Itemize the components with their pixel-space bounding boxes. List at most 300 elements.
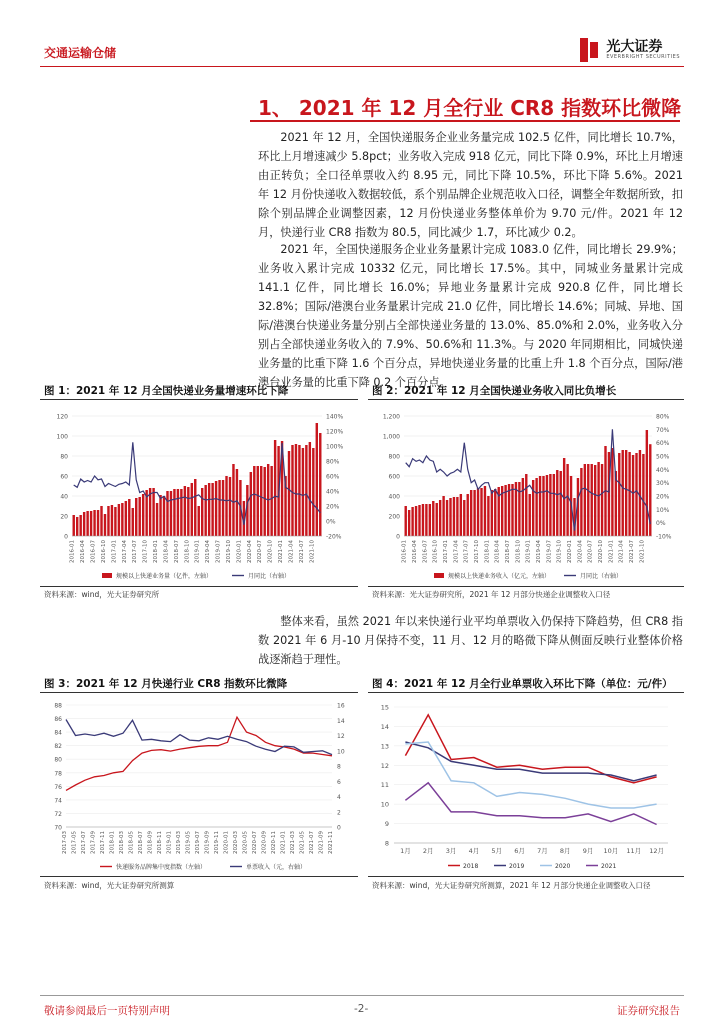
bar	[625, 450, 627, 536]
figure-1-source: 资料来源：wind，光大证券研究所	[44, 590, 160, 599]
header-section-label: 交通运输仓储	[44, 46, 117, 60]
bar	[135, 498, 137, 536]
y-left-tick: 600	[388, 473, 400, 481]
x-tick-label: 5月	[491, 847, 503, 855]
bar	[446, 500, 448, 536]
y-right-tick: 70%	[656, 426, 670, 434]
series-line	[406, 429, 651, 530]
bar	[415, 506, 417, 536]
bar	[73, 515, 75, 536]
bar	[511, 484, 513, 536]
y-right-tick: 20%	[656, 493, 670, 501]
x-tick-label: 2020-05	[242, 831, 249, 854]
legend-label: 规模以上快递业务量（亿件，左轴）	[116, 573, 213, 580]
bar	[204, 485, 206, 536]
figure-3-chart	[40, 695, 358, 875]
x-tick-label: 2020-07	[257, 540, 264, 563]
x-tick-label: 2017-03	[62, 831, 68, 854]
bar	[429, 504, 431, 536]
x-tick-label: 2017-01	[111, 540, 118, 563]
figure-2-rule	[368, 399, 684, 400]
bar	[250, 472, 252, 536]
figure-1-rule-bottom	[40, 586, 358, 587]
x-tick-label: 2021-11	[328, 831, 334, 854]
bar	[460, 494, 462, 536]
series-line-2018	[405, 715, 656, 783]
bar	[90, 511, 92, 536]
y-tick: 14	[380, 722, 389, 731]
y-left-tick: 70	[54, 824, 62, 832]
bar	[260, 466, 262, 536]
bar	[173, 489, 175, 536]
y-left-tick: 1,000	[382, 433, 400, 441]
y-left-tick: 40	[60, 493, 68, 501]
y-right-tick: 12	[337, 733, 345, 740]
y-right-tick: 100%	[326, 443, 344, 451]
y-left-tick: 76	[54, 783, 62, 791]
figure-1-chart	[40, 402, 358, 592]
bar	[480, 488, 482, 536]
y-right-tick: 8	[337, 763, 341, 771]
y-right-tick: 6	[337, 778, 341, 786]
legend-label: 规模以上快递业务收入（亿元，左轴）	[448, 573, 551, 580]
x-tick-label: 2016-10	[100, 540, 107, 563]
legend-label: 2020	[555, 863, 571, 870]
x-tick-label: 2017-04	[453, 540, 460, 563]
bar	[288, 451, 290, 536]
x-tick-label: 2020-04	[577, 540, 584, 563]
bar	[580, 468, 582, 536]
bar	[257, 466, 259, 536]
bar	[152, 488, 154, 536]
header-divider	[40, 66, 684, 67]
y-left-tick: 60	[60, 473, 68, 481]
footer-disclaimer-link[interactable]: 敬请参阅最后一页特别声明	[44, 1005, 170, 1017]
bar	[535, 478, 537, 536]
bar	[525, 474, 527, 536]
bar	[556, 470, 558, 536]
brand-logo-icon	[580, 38, 600, 62]
legend-label: 2018	[463, 863, 479, 870]
bar	[456, 497, 458, 536]
x-tick-label: 2021-09	[318, 831, 325, 854]
x-tick-label: 2020-07	[587, 540, 594, 563]
series-line-2021	[405, 783, 656, 825]
bar	[225, 476, 227, 536]
y-left-tick: 1,200	[382, 413, 400, 421]
x-tick-label: 7月	[537, 847, 548, 855]
figure-2-title: 图 2：2021 年 12 月全国快递业务收入同比负增长	[372, 385, 617, 397]
bar	[312, 448, 314, 536]
x-tick-label: 2月	[422, 847, 434, 855]
legend-label: 月同比（右轴）	[580, 573, 623, 580]
x-tick-label: 2016-07	[90, 540, 97, 563]
bar	[449, 498, 451, 536]
x-tick-label: 2017-04	[121, 540, 128, 563]
y-right-tick: 60%	[656, 440, 670, 448]
y-left-tick: 88	[54, 702, 62, 710]
bar	[442, 496, 444, 536]
bar	[83, 512, 85, 536]
bar	[539, 476, 541, 536]
figure-4-title: 图 4：2021 年 12 月全行业单票收入环比下降（单位：元/件）	[372, 678, 673, 690]
x-tick-label: 2020-01	[236, 540, 243, 563]
legend-swatch-bar	[102, 573, 112, 578]
legend-label: 2019	[509, 863, 525, 870]
x-tick-label: 2019-07	[215, 540, 222, 563]
bar	[298, 445, 300, 536]
x-tick-label: 2021-04	[618, 540, 625, 563]
x-tick-label: 2021-03	[290, 831, 296, 854]
x-tick-label: 2017-01	[443, 540, 450, 563]
y-left-tick: 0	[64, 533, 68, 541]
x-tick-label: 2020-07	[252, 831, 258, 854]
y-left-tick: 84	[54, 729, 62, 737]
y-left-tick: 400	[388, 493, 400, 501]
x-tick-label: 2018-01	[484, 540, 491, 563]
bar	[470, 490, 472, 536]
y-right-tick: -10%	[656, 533, 672, 541]
x-tick-label: 2020-10	[598, 540, 605, 563]
bar	[319, 433, 321, 536]
bar	[477, 488, 479, 536]
x-tick-label: 2017-10	[142, 540, 149, 563]
figure-4-chart	[368, 695, 684, 875]
bar	[611, 448, 613, 536]
y-right-tick: 50%	[656, 453, 670, 461]
x-tick-label: 2016-04	[412, 540, 419, 563]
figure-3-rule	[40, 692, 358, 693]
y-left-tick: 80	[54, 756, 62, 764]
x-tick-label: 2017-07	[132, 540, 139, 563]
bar	[222, 480, 224, 536]
y-tick: 10	[380, 800, 389, 809]
y-tick: 11	[380, 781, 389, 790]
x-tick-label: 11月	[626, 847, 642, 855]
y-tick: 9	[384, 820, 389, 829]
x-tick-label: 2018-11	[157, 831, 163, 854]
x-tick-label: 2019-01	[166, 831, 173, 854]
figure-4-source: 资料来源：wind，光大证券研究所测算，2021 年 12 月部分快递企业调整收入口径	[372, 881, 651, 890]
x-tick-label: 2018-04	[163, 540, 170, 563]
y-right-tick: 4	[337, 794, 341, 801]
figure-3-rule-bottom	[40, 876, 358, 877]
bar	[422, 504, 424, 536]
x-tick-label: 2020-03	[233, 831, 239, 854]
bar	[529, 494, 531, 536]
figure-1-rule	[40, 399, 358, 400]
bar	[405, 506, 407, 536]
section-title: 1、 2021 年 12 月全行业 CR8 指数环比微降	[258, 96, 682, 120]
y-left-tick: 800	[388, 453, 400, 461]
bar	[76, 517, 78, 536]
x-tick-label: 2017-07	[81, 831, 87, 854]
bar	[263, 467, 265, 536]
bar	[473, 490, 475, 536]
x-tick-label: 2021-04	[288, 540, 295, 563]
brand-name-en: EVERBRIGHT SECURITIES	[606, 54, 680, 60]
bar	[587, 464, 589, 536]
bar	[635, 453, 637, 536]
y-left-tick: 20	[60, 513, 68, 521]
figure-2-source: 资料来源：光大证券研究所，2021 年 12 月部分快递企业调整收入口径	[372, 590, 611, 599]
series-line	[74, 442, 321, 525]
x-tick-label: 2021-10	[309, 540, 316, 563]
x-tick-label: 2021-07	[629, 540, 636, 563]
bar	[125, 501, 127, 536]
bar	[522, 478, 524, 536]
y-left-tick: 0	[396, 533, 400, 541]
x-tick-label: 2020-01	[567, 540, 574, 563]
bar	[291, 445, 293, 536]
y-tick: 8	[384, 839, 389, 848]
x-tick-label: 2021-05	[299, 831, 306, 854]
y-right-tick: 0%	[656, 520, 666, 528]
bar	[232, 464, 234, 536]
bar	[166, 491, 168, 536]
bar	[201, 488, 203, 536]
bar	[546, 475, 548, 536]
y-left-tick: 120	[56, 413, 68, 421]
y-left-tick: 78	[54, 770, 62, 778]
y-right-tick: 14	[337, 717, 345, 725]
x-tick-label: 2018-07	[173, 540, 180, 563]
x-tick-label: 2018-07	[138, 831, 144, 854]
x-tick-label: 2021-01	[280, 831, 287, 854]
y-right-tick: 0	[337, 824, 341, 832]
y-right-tick: 140%	[326, 413, 344, 421]
x-tick-label: 2019-05	[185, 831, 192, 854]
x-tick-label: 2021-07	[298, 540, 305, 563]
x-tick-label: 2017-05	[71, 831, 78, 854]
bar	[159, 495, 161, 536]
x-tick-label: 3月	[445, 847, 457, 855]
paragraph-1: 2021 年 12 月，全国快递服务企业业务量完成 102.5 亿件，同比增长 10.7%，环比上月增速减少 5.8pct；业务收入完成 918 亿元，同比下降 0.9%，环比上月增速由正转负；全口径单票收入约 8.95 元，同比下降 10.5%，环比下降 5.6%。2021 年 12 月份快递收入数据较低，系个别品牌企业规范收入口径，调整全年数据所致，扣除个别品牌企业调整因素，12 月份快递业务整体单价为 9.70 元/件。2021 年 12 月，快递行业 CR8 指数为 80.5，同比减少 1.7，环比减少 0.2。	[258, 131, 683, 239]
bar	[132, 508, 134, 536]
x-tick-label: 2016-04	[80, 540, 87, 563]
bar	[432, 501, 434, 536]
x-tick-label: 2018-03	[119, 831, 125, 854]
bar	[566, 464, 568, 536]
y-tick: 15	[380, 703, 389, 712]
y-left-tick: 74	[54, 797, 62, 805]
bar	[628, 452, 630, 536]
bar	[618, 453, 620, 536]
legend-label: 单票收入（元，右轴）	[246, 864, 307, 871]
bar	[170, 491, 172, 536]
x-tick-label: 2018-01	[153, 540, 160, 563]
x-tick-label: 2020-04	[246, 540, 253, 563]
figure-3-title: 图 3：2021 年 12 月快递行业 CR8 指数环比微降	[44, 678, 288, 690]
bar	[642, 454, 644, 536]
bar	[86, 511, 88, 536]
section-title-underline	[250, 120, 680, 122]
page-number: -2-	[354, 1003, 369, 1015]
paragraph-3: 整体来看，虽然 2021 年以来快递行业平均单票收入仍保持下降趋势，但 CR8 指数 2021 年 6 月-10 月保持不变，11 月、12 月的略微下降从侧面反映行业整体价格战逐渐趋于理性。	[258, 615, 683, 666]
bar	[439, 500, 441, 536]
x-tick-label: 2016-07	[422, 540, 429, 563]
bar	[253, 466, 255, 536]
x-tick-label: 2018-10	[184, 540, 191, 563]
bar	[491, 490, 493, 536]
x-tick-label: 6月	[514, 847, 525, 855]
bar	[316, 423, 318, 536]
x-tick-label: 2019-01	[525, 540, 532, 563]
bar	[601, 464, 603, 536]
bar	[191, 483, 193, 536]
bar	[553, 474, 555, 536]
bar	[128, 499, 130, 536]
figure-2-rule-bottom	[368, 586, 684, 587]
x-tick-label: 2017-10	[474, 540, 481, 563]
bar	[494, 489, 496, 536]
bar	[93, 510, 95, 536]
x-tick-label: 2019-03	[176, 831, 182, 854]
bar	[215, 481, 217, 536]
y-right-tick: 0%	[326, 518, 336, 526]
x-tick-label: 2016-01	[69, 540, 76, 563]
x-tick-label: 2019-07	[195, 831, 201, 854]
bar	[418, 505, 420, 536]
bar	[142, 494, 144, 536]
x-tick-label: 2021-01	[608, 540, 615, 563]
bar	[100, 506, 102, 536]
x-tick-label: 2016-10	[432, 540, 439, 563]
bar	[632, 455, 634, 536]
bar	[218, 480, 220, 536]
bar	[104, 514, 106, 536]
bar	[180, 489, 182, 536]
brand-name: 光大证券	[606, 39, 663, 55]
bar	[274, 440, 276, 536]
footer-report-type: 证券研究报告	[617, 1005, 680, 1017]
paragraph-2: 2021 年，全国快递服务企业业务量累计完成 1083.0 亿件，同比增长 29.9%；业务收入累计完成 10332 亿元，同比增长 17.5%。其中，同城业务量累计完成 141.1 亿件，同比增长 16.0%；异地业务量累计完成 920.8 亿件，同比增长 32.8%；国际/港澳台业务量累计完成 21.0 亿件，同比增长 14.6%；同城、异地、国际/港澳台快递业务量分别占全部快递业务量的 13.0%、85.0%和 2.0%，业务收入分别占全部快递业务收入的 7.9%、50.6%和 11.3%。与 2020 年同期相比，同城快递业务量的比重下降 1.6 个百分点，异地快递业务量的比重上升 1.8 个百分点，国际/港澳台业务量的比重下降 0.2 个百分点。	[258, 243, 683, 389]
bar	[138, 497, 140, 536]
bar	[114, 507, 116, 536]
bar	[208, 483, 210, 536]
bar	[309, 442, 311, 536]
figure-4-rule	[368, 692, 684, 693]
bar	[156, 503, 158, 536]
y-right-tick: -20%	[326, 533, 342, 541]
y-right-tick: 10%	[656, 506, 670, 514]
bar	[436, 503, 438, 536]
y-right-tick: 60%	[326, 473, 340, 481]
bar	[295, 444, 297, 536]
x-tick-label: 10月	[603, 847, 619, 855]
y-right-tick: 16	[337, 702, 345, 710]
y-right-tick: 80%	[656, 413, 670, 421]
x-tick-label: 2017-11	[100, 831, 106, 854]
series-line-0	[66, 717, 332, 790]
bar	[608, 452, 610, 536]
bar	[408, 510, 410, 536]
series-line-2019	[405, 742, 656, 781]
bar	[97, 510, 99, 536]
y-left-tick: 80	[60, 453, 68, 461]
legend-swatch-bar	[434, 573, 444, 578]
y-left-tick: 100	[56, 433, 68, 441]
x-tick-label: 2018-01	[109, 831, 116, 854]
bar	[639, 450, 641, 536]
figure-4-rule-bottom	[368, 876, 684, 877]
x-tick-label: 2021-07	[309, 831, 315, 854]
bar	[270, 466, 272, 536]
x-tick-label: 2016-01	[401, 540, 408, 563]
bar	[622, 450, 624, 536]
x-tick-label: 8月	[559, 847, 571, 855]
x-tick-label: 2021-10	[639, 540, 646, 563]
bar	[211, 483, 213, 536]
bar	[187, 487, 189, 536]
bar	[487, 496, 489, 536]
y-right-tick: 40%	[326, 488, 340, 496]
y-left-tick: 86	[54, 716, 62, 724]
bar	[411, 507, 413, 536]
bar	[646, 430, 648, 536]
x-tick-label: 2018-09	[147, 831, 154, 854]
x-tick-label: 1月	[400, 847, 411, 855]
bar	[229, 477, 231, 536]
legend-label: 2021	[601, 863, 617, 870]
x-tick-label: 2020-09	[261, 831, 268, 854]
bar	[508, 484, 510, 536]
x-tick-label: 2018-04	[494, 540, 501, 563]
x-tick-label: 2019-04	[536, 540, 543, 563]
x-tick-label: 2021-01	[278, 540, 285, 563]
x-tick-label: 2018-07	[505, 540, 512, 563]
y-left-tick: 82	[54, 743, 62, 751]
bar	[542, 476, 544, 536]
x-tick-label: 2017-07	[463, 540, 470, 563]
y-tick: 12	[380, 761, 389, 770]
bar	[584, 464, 586, 536]
x-tick-label: 2020-11	[271, 831, 277, 854]
bar	[463, 500, 465, 536]
y-left-tick: 200	[388, 513, 400, 521]
bar	[118, 504, 120, 536]
figure-2-chart	[368, 402, 684, 592]
bar	[518, 482, 520, 536]
y-right-tick: 40%	[656, 466, 670, 474]
y-right-tick: 10	[337, 748, 345, 756]
x-tick-label: 12月	[649, 847, 664, 855]
bar	[597, 462, 599, 536]
bar	[453, 497, 455, 536]
y-tick: 13	[380, 742, 389, 751]
bar	[549, 474, 551, 536]
x-tick-label: 2020-10	[267, 540, 274, 563]
bar	[484, 486, 486, 536]
bar	[194, 479, 196, 536]
bar	[305, 445, 307, 536]
x-tick-label: 2018-10	[515, 540, 522, 563]
bar	[79, 515, 81, 536]
y-right-tick: 20%	[326, 503, 340, 511]
x-tick-label: 2019-07	[546, 540, 553, 563]
legend-label: 快递服务品牌集中度指数（左轴）	[116, 864, 207, 871]
series-line-2020	[405, 742, 656, 808]
bar	[107, 506, 109, 536]
figure-1-title: 图 1：2021 年 12 月全国快递业务量增速环比下降	[44, 385, 289, 397]
x-tick-label: 4月	[468, 847, 480, 855]
x-tick-label: 2017-09	[90, 831, 97, 854]
bar	[591, 464, 593, 536]
y-right-tick: 30%	[656, 480, 670, 488]
bar	[198, 506, 200, 536]
bar	[467, 494, 469, 536]
x-tick-label: 2019-10	[556, 540, 563, 563]
